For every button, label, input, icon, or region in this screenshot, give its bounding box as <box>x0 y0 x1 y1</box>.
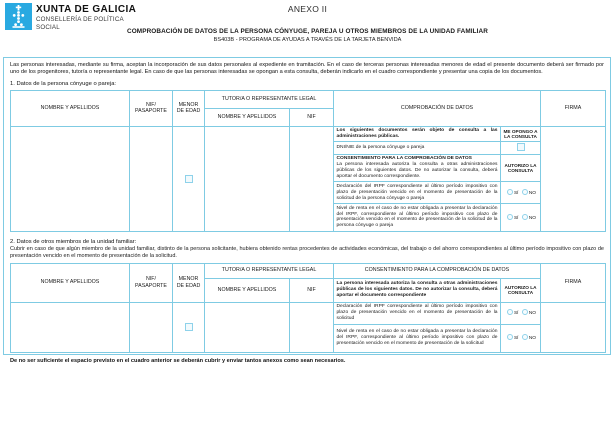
col-header-consentimiento: CONSENTIMIENTO PARA LA COMPROBACIÓN DE DATOS <box>334 263 541 278</box>
footer-note: De no ser suficiente el espacio previsto en el cuadro anterior se deberán cubrir y enviar tantos anexos como sean necesarios. <box>10 357 346 364</box>
no-label: NO <box>528 215 537 221</box>
irpf-text: Declaración del IRPF correspondiente al último período impositivo con plazo de presentación vencido en el momento de presentación de la solicitud de la persona cónyuge o pareja <box>334 182 501 204</box>
col-header-tutor-nif: NIF <box>290 108 334 126</box>
consulta-docs-text: Los siguientes documentos serán objeto de consulta a las administraciones públicas. <box>334 126 501 142</box>
col-header-nif: NIF/ PASAPORTE <box>130 90 173 126</box>
nivel-renta-si-radio[interactable] <box>507 214 513 220</box>
no-label: NO <box>528 311 537 317</box>
col-header-tutor: TUTOR/A O REPRESENTANTE LEGAL <box>205 90 334 108</box>
col-header-menor: MENOR DE EDAD <box>173 263 205 302</box>
org-name: XUNTA DE GALICIA <box>36 4 137 15</box>
consentimiento-body: La persona interesada autoriza la consulta a otras administraciones públicas de los siguientes datos. De no autorizar la consulta, deberá aportar el documento correspondiente. <box>336 162 498 179</box>
input-nombre-conyuge[interactable] <box>11 126 130 231</box>
menor-edad-cell <box>173 302 205 352</box>
input-tutor-nif[interactable] <box>290 126 334 231</box>
section2-description: Cubrir en caso de que algún miembro de la unidad familiar, distinto de la persona solicitante, hubiera obtenido rentas procedentes de actividades económicas, del trabajo o del ahorro correspondientes al último período impositivo con plazo de presentación vencido en el momento de presentación de la solicitud. <box>10 245 604 259</box>
col-header-tutor-nif: NIF <box>290 278 334 302</box>
nivel-renta-radio-cell <box>501 324 541 352</box>
si-label: SÍ <box>513 311 519 317</box>
input-tutor-nif[interactable] <box>290 302 334 352</box>
menor-edad-checkbox[interactable] <box>185 175 193 183</box>
nivel-renta-no-radio[interactable] <box>522 334 528 340</box>
menor-edad-checkbox[interactable] <box>185 323 193 331</box>
irpf-text: Declaración del IRPF correspondiente al último período impositivo con plazo de presentación vencido en el momento de presentación de la solicitud <box>334 302 501 324</box>
input-tutor-nombre[interactable] <box>205 126 290 231</box>
col-header-tutor-nombre: NOMBRE Y APELLIDOS <box>205 278 290 302</box>
oppose-dni-checkbox[interactable] <box>517 143 525 151</box>
org-department: CONSELLERÍA DE POLÍTICA SOCIAL <box>36 16 124 32</box>
input-nif-conyuge[interactable] <box>130 126 173 231</box>
firma-cell-miembro[interactable] <box>541 302 606 352</box>
nivel-renta-si-radio[interactable] <box>507 334 513 340</box>
col-header-tutor-nombre: NOMBRE Y APELLIDOS <box>205 108 290 126</box>
me-opongo-label: ME OPONGO A LA CONSULTA <box>501 126 541 142</box>
col-header-comprobacion: COMPROBACIÓN DE DATOS <box>334 90 541 126</box>
irpf-radio-cell <box>501 302 541 324</box>
si-label: SÍ <box>513 190 519 196</box>
no-label: NO <box>528 336 537 342</box>
document-title: COMPROBACIÓN DE DATOS DE LA PERSONA CÓNYUGE, PAREJA U OTROS MIEMBROS DE LA UNIDAD FAMILIAR <box>127 28 488 35</box>
no-label: NO <box>528 190 537 196</box>
dni-nie-ctrl-cell <box>501 142 541 154</box>
col-header-menor: MENOR DE EDAD <box>173 90 205 126</box>
autorizo-label: AUTORIZO LA CONSULTA <box>501 154 541 182</box>
consentimiento-title: CONSENTIMIENTO PARA LA COMPROBACIÓN DE DATOS <box>336 156 472 162</box>
col-header-tutor: TUTOR/A O REPRESENTANTE LEGAL <box>205 263 334 278</box>
table-conyuge <box>10 90 606 232</box>
input-nombre-miembro[interactable] <box>11 302 130 352</box>
si-label: SÍ <box>513 336 519 342</box>
nivel-renta-no-radio[interactable] <box>522 214 528 220</box>
consentimiento-text-cell <box>334 154 501 182</box>
nivel-renta-text: Nivel de renta en el caso de no estar obligada a presentar la declaración del IRPF, correspondiente al último período impositivo con plazo de presentación vencido en el momento de presentación de la solicitud de la persona cónyuge o pareja <box>334 203 501 231</box>
irpf-si-radio[interactable] <box>507 189 513 195</box>
input-tutor-nombre[interactable] <box>205 302 290 352</box>
consent-autoriza-text: La persona interesada autoriza la consulta a otras administraciones públicas de los siguientes datos. De no autorizar la consulta, deberá aportar el documento correspondiente <box>334 278 501 302</box>
col-header-nif: NIF/ PASAPORTE <box>130 263 173 302</box>
menor-edad-cell <box>173 126 205 231</box>
nivel-renta-text: Nivel de renta en el caso de no estar obligada a presentar la declaración del IRPF, correspondiente al último período impositivo con plazo de presentación vencido en el momento de presentación de la solicitud <box>334 324 501 352</box>
section1-heading: 1. Datos de la persona cónyuge o pareja: <box>10 80 117 87</box>
form-body-frame <box>3 57 611 364</box>
irpf-no-radio[interactable] <box>522 309 528 315</box>
si-label: SÍ <box>513 215 519 221</box>
autorizo-label: AUTORIZO LA CONSULTA <box>501 278 541 302</box>
annex-label: ANEXO II <box>287 4 328 14</box>
col-header-firma: FIRMA <box>541 90 606 126</box>
nivel-renta-radio-cell <box>501 203 541 231</box>
firma-cell-conyuge[interactable] <box>541 126 606 231</box>
table-otros-miembros <box>10 263 606 353</box>
col-header-firma: FIRMA <box>541 263 606 302</box>
input-nif-miembro[interactable] <box>130 302 173 352</box>
col-header-nombre: NOMBRE Y APELLIDOS <box>11 90 130 126</box>
intro-paragraph: Las personas interesadas, mediante su firma, aceptan la incorporación de sus datos personales al expediente en tramitación. En el caso de terceras personas interesadas menores de edad el presente documento deberá ser firmado por uno de los progenitores, tutor/a o representante legal. En caso de que las personas interesadas se opongan a esta consulta, deberán indicarlo en el cuadro correspondiente y presentar una copia de los documentos. <box>10 62 604 75</box>
irpf-si-radio[interactable] <box>507 309 513 315</box>
irpf-radio-cell <box>501 182 541 204</box>
irpf-no-radio[interactable] <box>522 189 528 195</box>
col-header-nombre: NOMBRE Y APELLIDOS <box>11 263 130 302</box>
dni-nie-text: DNI/NIE de la persona cónyuge o pareja <box>334 142 501 154</box>
section2-heading: 2. Datos de otros miembros de la unidad familiar: <box>10 238 137 245</box>
document-subtitle: BS403B - PROGRAMA DE AYUDAS A TRAVÉS DE LA TARJETA BENVIDA <box>213 37 402 43</box>
